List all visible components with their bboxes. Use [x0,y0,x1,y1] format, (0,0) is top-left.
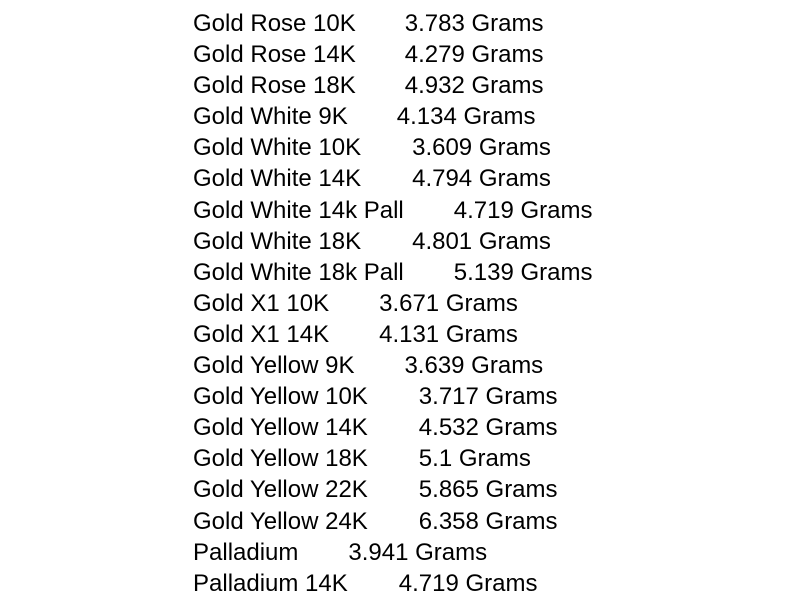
metal-weight: 3.639 Grams [404,352,544,380]
list-item [193,257,593,288]
list-item [193,506,593,537]
list-item [193,288,593,319]
list-item [193,132,593,163]
metal-name: Gold Yellow 14K [193,414,368,442]
metal-name: Gold Yellow 9K [193,352,355,380]
metal-name: Palladium [193,538,299,566]
metal-name: Gold White 18K [193,227,362,255]
list-item [193,443,593,474]
metal-weight: 3.609 Grams [412,134,551,162]
list-item [193,8,593,39]
metal-weight: 5.139 Grams [453,258,593,286]
metal-weight: 3.671 Grams [379,289,518,317]
metal-weight: 4.719 Grams [453,196,593,224]
list-item [193,70,593,101]
metal-weight: 4.801 Grams [412,227,551,255]
list-item [193,39,593,70]
metal-weight: 3.783 Grams [404,10,544,37]
metal-weight: 4.131 Grams [379,320,518,348]
list-item [193,319,593,350]
metal-name: Gold Rose 14K [193,41,356,69]
list-item [193,412,593,443]
list-item [193,195,593,226]
metal-name: Gold Yellow 10K [193,383,368,411]
metal-name: Palladium 14K [193,569,348,597]
metal-weight: 4.794 Grams [412,165,551,193]
metal-weight-list [193,8,593,599]
list-item [193,474,593,505]
list-item [193,381,593,412]
metal-name: Gold Rose 10K [193,10,356,37]
metal-weight: 3.941 Grams [348,538,488,566]
metal-weight: 4.719 Grams [398,569,538,597]
metal-name: Gold White 14K [193,165,362,193]
metal-weight: 4.134 Grams [396,103,536,131]
list-item [193,163,593,194]
metal-name: Gold X1 10K [193,289,330,317]
metal-name: Gold White 9K [193,103,348,131]
metal-name: Gold X1 14K [193,320,330,348]
metal-weight: 4.932 Grams [404,72,544,100]
metal-weight: 4.532 Grams [418,414,558,442]
metal-name: Gold Yellow 22K [193,476,368,504]
metal-weight: 3.717 Grams [418,383,558,411]
metal-name: Gold White 10K [193,134,362,162]
list-item [193,350,593,381]
metal-weight: 5.1 Grams [418,445,531,473]
metal-weight: 6.358 Grams [418,507,558,535]
list-item [193,568,593,599]
metal-weight: 5.865 Grams [418,476,558,504]
metal-name: Gold White 18k Pall [193,258,404,286]
metal-name: Gold Rose 18K [193,72,356,100]
list-item [193,537,593,568]
list-item [193,226,593,257]
metal-name: Gold Yellow 18K [193,445,368,473]
list-item [193,101,593,132]
metal-weight: 4.279 Grams [404,41,544,69]
metal-name: Gold White 14k Pall [193,196,404,224]
metal-name: Gold Yellow 24K [193,507,368,535]
